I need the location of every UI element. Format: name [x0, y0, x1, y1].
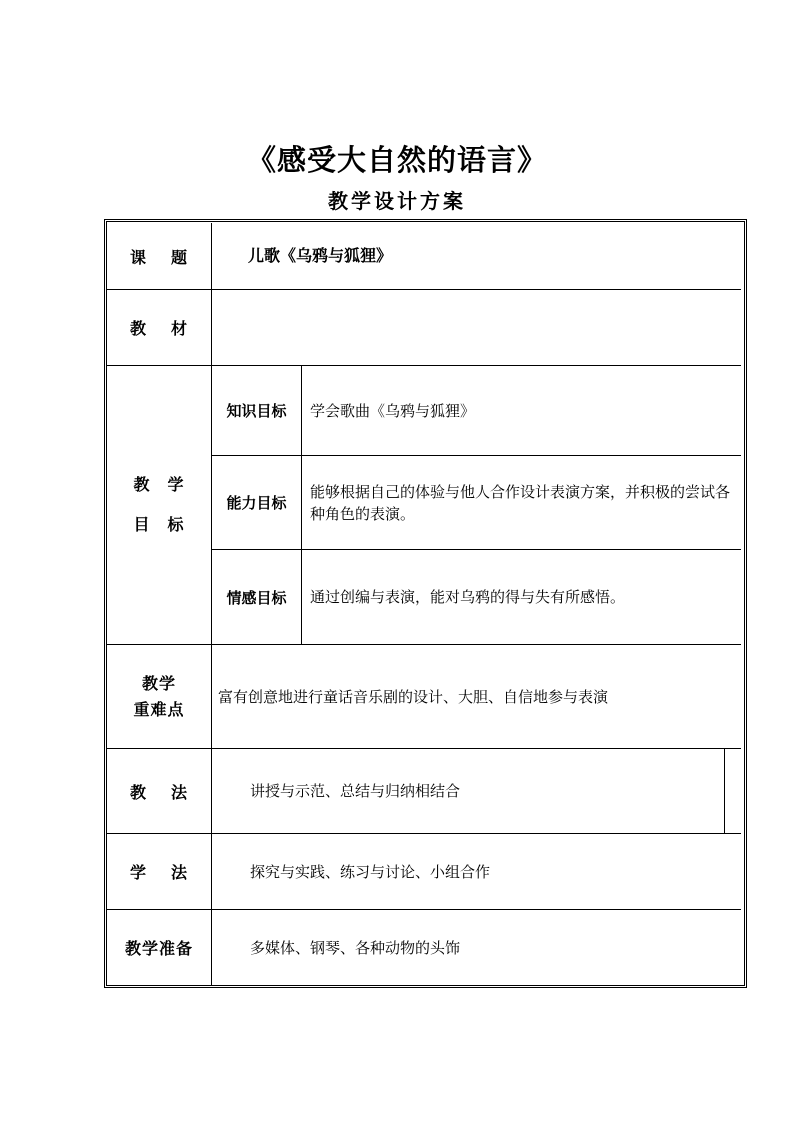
learning-method-text: 探究与实践、练习与讨论、小组合作 — [250, 862, 491, 881]
document-subtitle: 教学设计方案 — [328, 189, 466, 213]
key-points-value — [212, 645, 741, 748]
teaching-method-value — [212, 749, 724, 833]
emotion-goal-value — [302, 550, 741, 644]
topic-label-char-1: 课 — [129, 247, 147, 267]
teaching-method-label-char-1: 教 — [129, 782, 147, 802]
knowledge-goal-value — [302, 366, 741, 455]
material-label-char-2: 材 — [171, 319, 189, 338]
teaching-method-label-char-2: 法 — [171, 782, 189, 802]
knowledge-goal-label: 知识目标 — [226, 402, 287, 420]
document-title: 《感受大自然的语言》 — [246, 143, 547, 177]
topic-value — [212, 223, 741, 289]
ability-goal-value — [302, 456, 741, 549]
emotion-goal-label: 情感目标 — [226, 588, 287, 607]
teaching-method-text: 讲授与示范、总结与归纳相结合 — [250, 782, 461, 800]
goals-label-line-2: 目 标 — [133, 515, 185, 534]
key-points-label-line-2: 重难点 — [133, 699, 185, 719]
ability-goal-text: 能够根据自己的体验与他人合作设计表演方案，并积极的尝试各种角色的表演。 — [310, 482, 731, 523]
preparation-value — [212, 910, 741, 985]
topic-label-char-2: 题 — [171, 247, 189, 267]
topic-text: 儿歌《乌鸦与狐狸》 — [248, 246, 393, 265]
preparation-label: 教学准备 — [124, 939, 193, 958]
teaching-method-label — [107, 749, 211, 833]
material-label-char-1: 教 — [129, 319, 147, 338]
learning-method-label — [107, 834, 211, 909]
goals-label — [107, 366, 211, 644]
material-value — [212, 290, 741, 365]
learning-method-value — [212, 834, 741, 909]
key-points-text: 富有创意地进行童话音乐剧的设计、大胆、自信地参与表演 — [218, 687, 609, 706]
knowledge-goal-text: 学会歌曲《乌鸦与狐狸》 — [310, 401, 476, 420]
learning-method-label-char-2: 法 — [171, 863, 189, 882]
preparation-text: 多媒体、钢琴、各种动物的头饰 — [250, 938, 461, 957]
material-label — [107, 290, 211, 365]
key-points-label-line-1: 教学 — [141, 673, 176, 693]
emotion-goal-text: 通过创编与表演，能对乌鸦的得与失有所感悟。 — [310, 588, 626, 606]
learning-method-label-char-1: 学 — [129, 863, 147, 882]
key-points-label — [107, 645, 211, 748]
ability-goal-label: 能力目标 — [226, 494, 287, 512]
goals-label-line-1: 教 学 — [133, 475, 185, 494]
topic-label — [107, 223, 211, 289]
col-divider-method-stub — [724, 748, 725, 833]
